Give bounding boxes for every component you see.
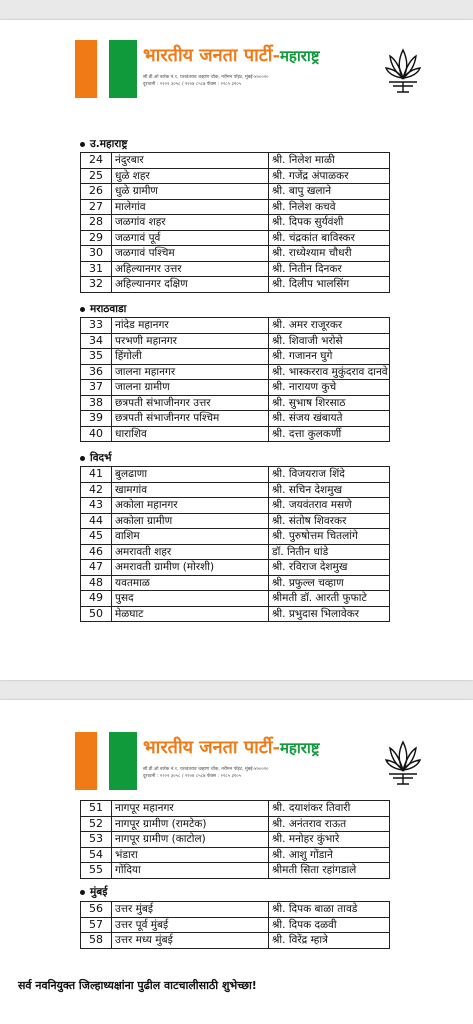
table-row [81,333,390,349]
district-name: धुळे ग्रामीण [112,184,269,200]
table-row [81,199,390,215]
table-row [81,411,390,427]
district-name: पुसद [112,591,269,607]
district-name: अकोला ग्रामीण [112,513,269,529]
table-row [81,230,390,246]
letter-page-2 [0,700,473,1024]
president-name: श्री. राध्येश्याम चौधरी [269,246,390,262]
district-table [80,901,390,949]
row-number: 44 [81,513,112,529]
row-number: 24 [81,153,112,169]
row-number: 27 [81,199,112,215]
row-number: 50 [81,606,112,622]
row-number: 49 [81,591,112,607]
district-name: छत्रपती संभाजीनगर पश्चिम [112,411,269,427]
district-name: नंदुरबार [112,153,269,169]
section-heading: उ.महाराष्ट्र [80,138,127,151]
president-name: श्री. दिलीप भालसिंग [269,277,390,293]
district-name: नागपूर ग्रामीण (काटोल) [112,832,269,848]
table-row [81,426,390,442]
row-number: 31 [81,261,112,277]
party-name: भारतीय जनता पार्टी-महाराष्ट्र [143,45,320,66]
row-number: 57 [81,917,112,933]
row-number: 48 [81,575,112,591]
table-row [81,832,390,848]
president-name: श्री. गजेंद्र अंपाळकर [269,168,390,184]
row-number: 45 [81,529,112,545]
row-number: 38 [81,395,112,411]
president-name: श्री. प्रभुदास भिलावेकर [269,606,390,622]
table-row [81,215,390,231]
table-row [81,246,390,262]
row-number: 55 [81,863,112,879]
table-row [81,364,390,380]
district-name: मालेगांव [112,199,269,215]
district-name: नांदेड महानगर [112,318,269,334]
president-name: श्रीमती सिता रहांगडाले [269,863,390,879]
district-name: छत्रपती संभाजीनगर उत्तर [112,395,269,411]
district-name: भंडारा [112,847,269,863]
president-name: श्री. दयाशंकर तिवारी [269,801,390,817]
president-name: श्री. दिपक बाळा तावडे [269,902,390,918]
president-name: श्री. दिपक दळवी [269,917,390,933]
table-row [81,261,390,277]
president-name: श्री. निलेश कचवे [269,199,390,215]
row-number: 28 [81,215,112,231]
president-name: श्री. आशु गोंडाने [269,847,390,863]
district-name: अहिल्यानगर उत्तर [112,261,269,277]
table-row [81,816,390,832]
district-name: धाराशिव [112,426,269,442]
president-name: डॉ. नितीन धांडे [269,544,390,560]
table-row [81,863,390,879]
party-address: सी.डी.ओ बार्रक नं.१, यशवंतराव चव्हाण चौक, नरीमन पॉइंट, मुंबई-४०००२० दूरध्वनी : २२०२ ३०५८ / २२०४ ८५८७ फॅक्स : २२८५ ३१०५ [143,75,269,87]
district-name: जालना ग्रामीण [112,380,269,396]
district-table [80,800,390,879]
president-name: श्री. अमर राजूरकर [269,318,390,334]
president-name: श्री. निलेश माळी [269,153,390,169]
section-heading: मुंबई [80,886,107,899]
district-name: वाशिम [112,529,269,545]
lotus-icon [385,734,421,790]
table-row [81,395,390,411]
president-name: श्री. मनोहर कुंभारे [269,832,390,848]
district-name: जळगावं पश्चिम [112,246,269,262]
row-number: 51 [81,801,112,817]
table-row [81,467,390,483]
table-row [81,560,390,576]
section-heading: मराठवाडा [80,303,126,316]
district-name: अमरावती शहर [112,544,269,560]
president-name: श्री. गजानन घुगे [269,349,390,365]
district-name: धुळे शहर [112,168,269,184]
president-name: श्री. सचिन देशमुख [269,482,390,498]
district-table [80,152,390,293]
district-name: जळगावं पूर्व [112,230,269,246]
row-number: 39 [81,411,112,427]
row-number: 43 [81,498,112,514]
district-name: जळगांव शहर [112,215,269,231]
letterhead [75,40,415,100]
table-row [81,917,390,933]
table-row [81,498,390,514]
district-name: अहिल्यानगर दक्षिण [112,277,269,293]
president-name: श्री. अनंतराव राऊत [269,816,390,832]
district-table [80,317,390,442]
row-number: 36 [81,364,112,380]
lotus-icon [385,42,421,98]
row-number: 26 [81,184,112,200]
president-name: श्री. जयवंतराव मसणे [269,498,390,514]
row-number: 46 [81,544,112,560]
district-name: हिंगोली [112,349,269,365]
district-name: जालना महानगर [112,364,269,380]
district-name: अमरावती ग्रामीण (मोरशी) [112,560,269,576]
table-row [81,575,390,591]
row-number: 29 [81,230,112,246]
table-row [81,153,390,169]
row-number: 32 [81,277,112,293]
president-name: श्री. शिवाजी भरोसे [269,333,390,349]
president-name: श्री. विजयराज शिंदे [269,467,390,483]
table-row [81,482,390,498]
district-name: गोंदिया [112,863,269,879]
district-name: उत्तर पूर्व मुंबई [112,917,269,933]
district-name: नागपूर महानगर [112,801,269,817]
district-name: परभणी महानगर [112,333,269,349]
table-row [81,318,390,334]
row-number: 58 [81,933,112,949]
table-row [81,591,390,607]
section-heading: विदर्भ [80,452,112,465]
district-name: खामगांव [112,482,269,498]
table-row [81,801,390,817]
row-number: 54 [81,847,112,863]
table-row [81,902,390,918]
table-row [81,168,390,184]
bjp-flag-logo [75,40,137,98]
table-row [81,380,390,396]
row-number: 40 [81,426,112,442]
president-name: श्री. पुरुषोत्तम चितलांगे [269,529,390,545]
president-name: श्री. नितीन दिनकर [269,261,390,277]
table-row [81,606,390,622]
district-name: अकोला महानगर [112,498,269,514]
table-row [81,933,390,949]
district-name: मेळघाट [112,606,269,622]
president-name: श्री. नारायण कुचे [269,380,390,396]
row-number: 25 [81,168,112,184]
president-name: श्री. संतोष शिवरकर [269,513,390,529]
party-name: भारतीय जनता पार्टी-महाराष्ट्र [143,737,320,758]
row-number: 56 [81,902,112,918]
table-row [81,184,390,200]
president-name: श्री. रविराज देशमुख [269,560,390,576]
district-name: यवतमाळ [112,575,269,591]
letterhead [75,732,415,792]
president-name: श्री. चंद्रकांत बाविस्कर [269,230,390,246]
row-number: 34 [81,333,112,349]
row-number: 47 [81,560,112,576]
president-name: श्री. दिपक सुर्यवंशी [269,215,390,231]
table-row [81,847,390,863]
president-name: श्रीमती डॉ. आरती फुफाटे [269,591,390,607]
district-name: उत्तर मुंबई [112,902,269,918]
president-name: श्री. विरेंद्र म्हात्रे [269,933,390,949]
table-row [81,529,390,545]
president-name: श्री. भास्करराव मुकुंदराव दानवे [269,364,390,380]
row-number: 53 [81,832,112,848]
row-number: 42 [81,482,112,498]
party-address: सी.डी.ओ बार्रक नं.१, यशवंतराव चव्हाण चौक, नरीमन पॉइंट, मुंबई-४०००२० दूरध्वनी : २२०२ ३०५८ / २२०४ ८५८७ फॅक्स : २२८५ ३१०५ [143,767,269,779]
president-name: श्री. प्रफुल्ल चव्हाण [269,575,390,591]
row-number: 33 [81,318,112,334]
row-number: 52 [81,816,112,832]
president-name: श्री. संजय खंबायते [269,411,390,427]
footer-greeting: सर्व नवनियुक्त जिल्हाध्यक्षांना पुढील वाटचालीसाठी शुभेच्छा! [18,979,257,992]
bjp-flag-logo [75,732,137,790]
table-row [81,513,390,529]
president-name: श्री. दत्ता कुलकर्णी [269,426,390,442]
district-name: उत्तर मध्य मुंबई [112,933,269,949]
row-number: 41 [81,467,112,483]
letter-page-1 [0,20,473,680]
district-table [80,466,390,622]
president-name: श्री. सुभाष शिरसाठ [269,395,390,411]
row-number: 35 [81,349,112,365]
row-number: 37 [81,380,112,396]
table-row [81,349,390,365]
table-row [81,544,390,560]
president-name: श्री. बापु खलाने [269,184,390,200]
row-number: 30 [81,246,112,262]
district-name: नागपूर ग्रामीण (रामटेक) [112,816,269,832]
district-name: बुलढाणा [112,467,269,483]
table-row [81,277,390,293]
